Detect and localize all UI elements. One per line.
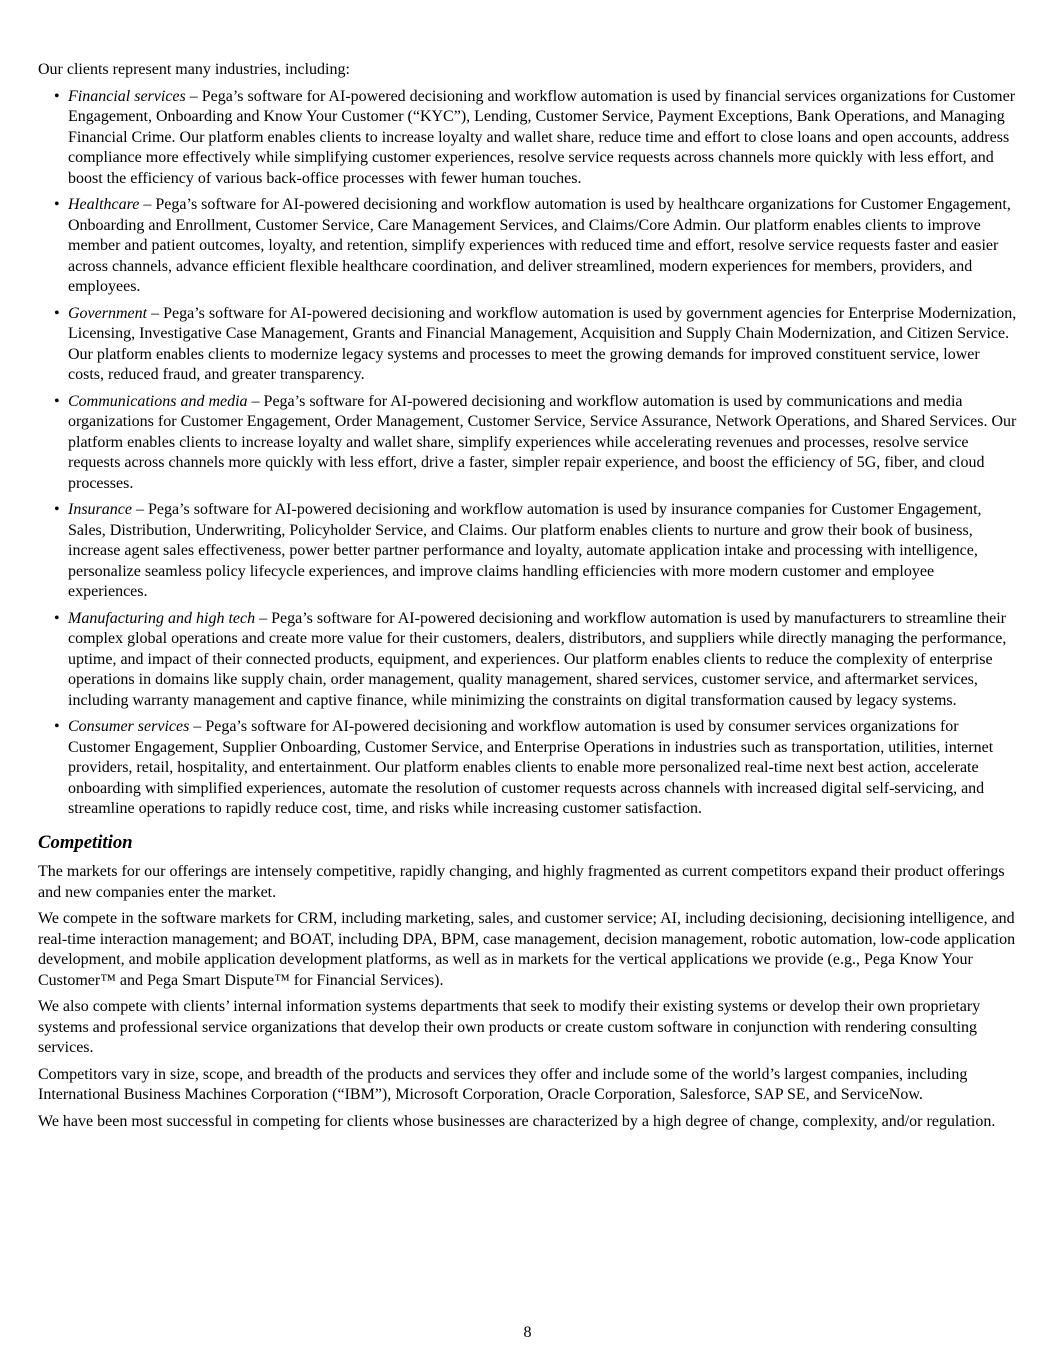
bullet-text: – Pega’s software for AI-powered decisioning and workflow automation is used by financial services organizations for Customer Engagement, Onboarding and Know Your Customer (“KYC”), Lending, Customer Service, Payment Exceptions, Bank Operations, and Managing Financial Crime. Our platform enables clients to increase loyalty and wallet share, reduce time and effort to close loans and open accounts, address compliance more effectively while simplifying customer experiences, resolve service requests across channels more quickly with less effort, and boost the efficiency of various back-office processes with fewer human touches. [68, 87, 1016, 187]
bullet-item-consumer-services [38, 717, 1017, 820]
section-heading-competition: Competition [38, 831, 133, 853]
bullet-term: Consumer services [68, 718, 190, 735]
bullet-item-financial-services [38, 87, 1017, 190]
bullet-term: Manufacturing and high tech [68, 609, 256, 627]
bullet-icon: • [54, 501, 60, 518]
bullet-icon: • [54, 87, 60, 105]
bullet-item-government [38, 304, 1017, 386]
bullet-text: – Pega’s software for AI-powered decisioning and workflow automation is used by manufacturers to streamline their complex global operations and create more value for their customers, dealers, distributors, and suppliers while directly managing the performance, uptime, and impact of their connected products, equipment, and experiences. Our platform enables clients to reduce the complexity of enterprise operations in domains like supply chain, order management, quality management, shared services, customer service, and aftermarket services, including warranty management and captive finance, while minimizing the constraints on digital transformation caused by legacy systems. [68, 609, 1007, 709]
bullet-item-healthcare [38, 195, 1017, 298]
bullet-term: Communications and media [68, 392, 248, 410]
industries-bullet-list [38, 87, 1017, 820]
bullet-text: – Pega’s software for AI-powered decisioning and workflow automation is used by insurance companies for Customer Engagement, Sales, Distribution, Underwriting, Policyholder Service, and Claims. Our platform enables clients to nurture and grow their book of business, increase agent sales effectiveness, power better partner performance and loyalty, automate application intake and processing with intelligence, personalize seamless policy lifecycle experiences, and improve claims handling efficiencies with more modern customer and employee experiences. [68, 501, 982, 600]
bullet-icon: • [54, 609, 60, 627]
paragraph-competitors: Competitors vary in size, scope, and breadth of the products and services they offer and include some of the world’s largest companies, including International Business Machines Corporation (“IBM”), Microsoft Corporation, Oracle Corporation, Salesforce, SAP SE, and ServiceNow. [38, 1065, 968, 1103]
bullet-icon: • [54, 392, 60, 410]
paragraph-most-successful: We have been most successful in competing for clients whose businesses are characterized by a high degree of change, complexity, and/or regulation. [38, 1112, 996, 1130]
paragraph-internal-departments: We also compete with clients’ internal information systems departments that seek to modify their existing systems or develop their own proprietary systems and professional service organizations that develop their own products or create custom software in conjunction with rendering consulting services. [38, 998, 981, 1056]
paragraph-markets: The markets for our offerings are intensely competitive, rapidly changing, and highly fragmented as current competitors expand their product offerings and new companies enter the market. [38, 863, 1005, 901]
bullet-icon: • [54, 304, 60, 322]
bullet-text: – Pega’s software for AI-powered decisioning and workflow automation is used by consumer services organizations for Customer Engagement, Supplier Onboarding, Customer Service, and Enterprise Operations in industries such as transportation, utilities, internet providers, retail, hospitality, and entertainment. Our platform enables clients to enable more personalized real-time next best action, accelerate onboarding with simplified experiences, automate the resolution of customer requests across channels with increased digital self-servicing, and streamline operations to rapidly reduce cost, time, and risks while increasing customer satisfaction. [68, 718, 994, 817]
bullet-text: – Pega’s software for AI-powered decisioning and workflow automation is used by government agencies for Enterprise Modernization, Licensing, Investigative Case Management, Grants and Financial Management, Acquisition and Supply Chain Modernization, and Citizen Service. Our platform enables clients to modernize legacy systems and processes to meet the growing demands for improved constituent service, lower costs, reduced fraud, and greater transparency. [68, 304, 1017, 383]
bullet-item-manufacturing-and-high-tech [38, 609, 1017, 712]
bullet-term: Healthcare [68, 196, 140, 213]
bullet-text: – Pega’s software for AI-powered decisioning and workflow automation is used by healthcare organizations for Customer Engagement, Onboarding and Enrollment, Customer Service, Care Management Services, and Claims/Core Admin. Our platform enables clients to improve member and patient outcomes, loyalty, and retention, simplify experiences with reduced time and effort, resolve service requests faster and easier across channels, advance efficient flexible healthcare coordination, and deliver streamlined, modern experiences for members, providers, and employees. [68, 196, 1011, 295]
bullet-icon: • [54, 196, 60, 213]
page-number: 8 [523, 1323, 532, 1341]
bullet-icon: • [54, 718, 60, 735]
bullet-item-insurance [38, 500, 1017, 603]
bullet-term: Financial services [68, 87, 186, 105]
bullet-item-communications-and-media [38, 392, 1017, 495]
bullet-term: Government [68, 304, 148, 322]
intro-paragraph: Our clients represent many industries, including: [38, 61, 350, 78]
bullet-text: – Pega’s software for AI-powered decisioning and workflow automation is used by communications and media organizations for Customer Engagement, Order Management, Customer Service, Service Assurance, Network Operations, and Shared Services. Our platform enables clients to increase loyalty and wallet share, simplify experiences while accelerating revenues and processes, resolve service requests across channels more quickly with less effort, drive a faster, simpler repair experience, and boost the efficiency of 5G, fiber, and cloud processes. [68, 392, 1017, 492]
bullet-term: Insurance [68, 501, 132, 518]
paragraph-software-markets: We compete in the software markets for CRM, including marketing, sales, and customer service; AI, including decisioning, decisioning intelligence, and real-time interaction management; and BOAT, including DPA, BPM, case management, decision management, robotic automation, low-code application development, and mobile application development platforms, as well as in markets for the vertical applications we provide (e.g., Pega Know Your Customer™ and Pega Smart Dispute™ for Financial Services). [38, 910, 1016, 989]
